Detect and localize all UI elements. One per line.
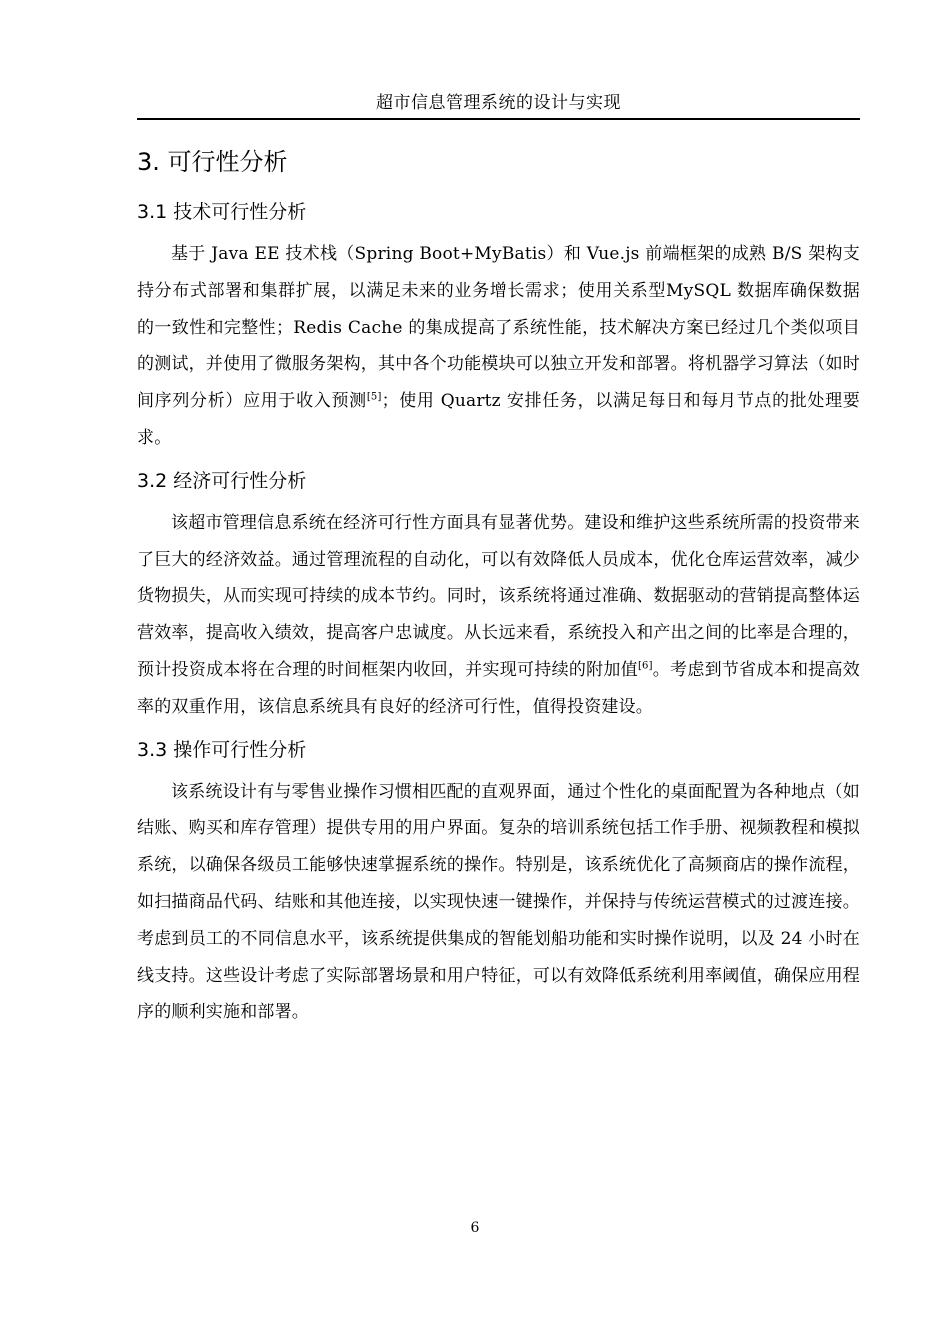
paragraph-technical	[137, 236, 860, 457]
paragraph-economic	[137, 505, 860, 726]
subsection-heading-technical: 3.1 技术可行性分析	[137, 201, 307, 223]
header-title: 超市信息管理系统的设计与实现	[376, 93, 621, 113]
page-number: 6	[470, 1220, 480, 1236]
paragraph-text: 该超市管理信息系统在经济可行性方面具有显著优势。建设和维护这些系统所需的投资带来了巨大的经济效益。通过管理流程的自动化，可以有效降低人员成本，优化仓库运营效率，减少货物损失，从而实现可持续的成本节约。同时，该系统将通过准确、数据驱动的营销提高整体运营效率，提高收入绩效，提高客户忠诚度。从长远来看，系统投入和产出之间的比率是合理的，预计投资成本将在合理的时间框架内收回，并实现可持续的附加值	[137, 512, 860, 680]
paragraph-operational: 该系统设计有与零售业操作习惯相匹配的直观界面，通过个性化的桌面配置为各种地点（如结账、购买和库存管理）提供专用的用户界面。复杂的培训系统包括工作手册、视频教程和模拟系统，以确保各级员工能够快速掌握系统的操作。特别是，该系统优化了高频商店的操作流程，如扫描商品代码、结账和其他连接，以实现快速一键操作，并保持与传统运营模式的过渡连接。考虑到员工的不同信息水平，该系统提供集成的智能划船功能和实时操作说明，以及 24 小时在线支持。这些设计考虑了实际部署场景和用户特征，可以有效降低系统利用率阈值，确保应用程序的顺利实施和部署。	[137, 781, 860, 1023]
subsection-heading-operational: 3.3 操作可行性分析	[137, 738, 307, 761]
paragraph-text: 基于 Java EE 技术栈（Spring Boot+MyBatis）和 Vue.js 前端框架的成熟 B/S 架构支持分布式部署和集群扩展，以满足未来的业务增长需求；使用关系型MySQL 数据库确保数据的一致性和完整性；Redis Cache 的集成提高了系统性能，技术解决方案已经过几个类似项目的测试，并使用了微服务架构，其中各个功能模块可以独立开发和部署。将机器学习算法（如时间序列分析）应用于收入预测	[137, 244, 860, 412]
paragraph-text: ；使用 Quartz 安排任务，以满足每日和每月节点的批处理要求。	[137, 391, 860, 448]
paragraph-text: 。考虑到节省成本和提高效率的双重作用，该信息系统具有良好的经济可行性，值得投资建设。	[137, 659, 860, 717]
subsection-heading-economic: 3.2 经济可行性分析	[137, 469, 307, 492]
citation-marker: [6]	[637, 660, 653, 672]
main-content	[137, 140, 860, 1037]
section-heading: 3. 可行性分析	[137, 148, 288, 176]
citation-marker: [5]	[366, 391, 382, 403]
page-header	[137, 88, 860, 120]
